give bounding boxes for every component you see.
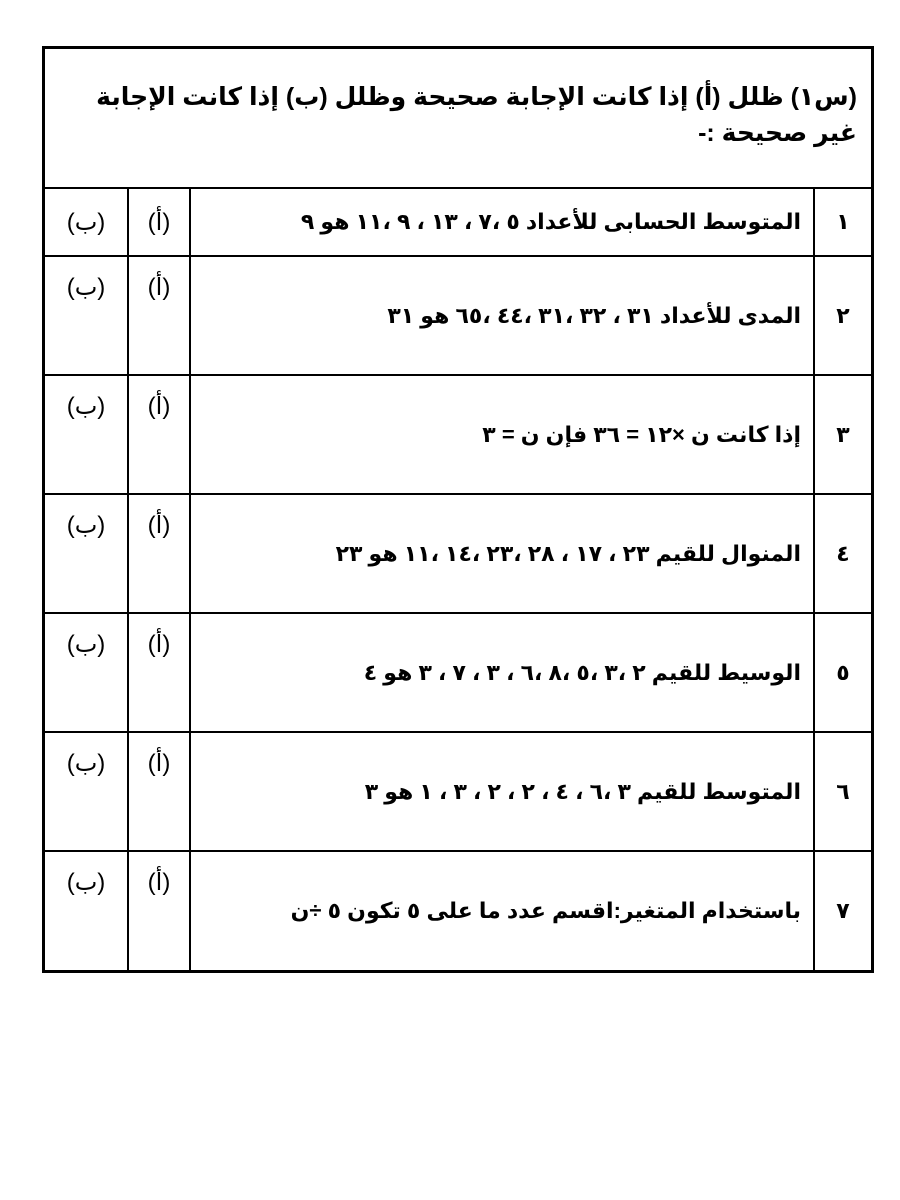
item-number: ٣ [814,375,871,494]
table-row [45,375,871,494]
table-row [45,732,871,851]
option-b-label[interactable]: (ب) [66,869,106,896]
option-b-cell[interactable] [45,256,128,375]
option-a-label[interactable]: (أ) [147,631,171,658]
item-statement: المتوسط للقيم ٣ ،٦ ، ٤ ، ٢ ، ٢ ، ٣ ، ١ هو ٣ [190,732,814,851]
option-a-label[interactable]: (أ) [147,750,171,777]
item-statement: إذا كانت ن ×١٢ = ٣٦ فإن ن = ٣ [190,375,814,494]
option-b-cell[interactable] [45,189,128,256]
option-a-cell[interactable] [128,256,190,375]
option-b-label[interactable]: (ب) [66,274,106,301]
item-statement: المدى للأعداد ٣١ ، ٣٢ ،٣١ ،٤٤ ،٦٥ هو ٣١ [190,256,814,375]
option-a-cell[interactable] [128,851,190,970]
option-a-label[interactable]: (أ) [147,869,171,896]
item-statement: المتوسط الحسابى للأعداد ٥ ،٧ ، ١٣ ، ٩ ،١١ هو ٩ [190,189,814,256]
item-statement: الوسيط للقيم ٢ ،٣ ،٥ ،٨ ،٦ ، ٣ ، ٧ ، ٣ هو ٤ [190,613,814,732]
table-row [45,851,871,970]
option-b-label[interactable]: (ب) [66,393,106,420]
option-a-cell[interactable] [128,375,190,494]
option-b-label[interactable]: (ب) [66,750,106,777]
option-a-cell[interactable] [128,613,190,732]
worksheet-frame [42,46,874,973]
option-a-label[interactable]: (أ) [147,274,171,301]
table-row [45,256,871,375]
option-a-label[interactable]: (أ) [147,393,171,420]
table-row [45,613,871,732]
item-number: ٦ [814,732,871,851]
item-number: ٥ [814,613,871,732]
option-a-cell[interactable] [128,494,190,613]
item-number: ٤ [814,494,871,613]
option-b-cell[interactable] [45,613,128,732]
option-b-cell[interactable] [45,494,128,613]
item-statement: المنوال للقيم ٢٣ ، ١٧ ، ٢٨ ،٢٣ ،١٤ ،١١ هو ٢٣ [190,494,814,613]
option-a-label[interactable]: (أ) [147,208,171,236]
option-a-cell[interactable] [128,189,190,256]
item-number: ١ [814,189,871,256]
option-b-cell[interactable] [45,375,128,494]
option-b-cell[interactable] [45,732,128,851]
option-b-cell[interactable] [45,851,128,970]
option-a-cell[interactable] [128,732,190,851]
option-a-label[interactable]: (أ) [147,512,171,539]
item-number: ٢ [814,256,871,375]
table-row [45,494,871,613]
option-b-label[interactable]: (ب) [66,512,106,539]
item-number: ٧ [814,851,871,970]
option-b-label[interactable]: (ب) [66,631,106,658]
option-b-label[interactable]: (ب) [66,208,106,236]
question-instruction: (س١) ظلل (أ) إذا كانت الإجابة صحيحة وظلل (ب) إذا كانت الإجابة غير صحيحة :- [45,49,871,189]
questions-table [45,189,871,970]
table-row [45,189,871,256]
item-statement: باستخدام المتغير:اقسم عدد ما على ٥ تكون ٥ ÷ن [190,851,814,970]
